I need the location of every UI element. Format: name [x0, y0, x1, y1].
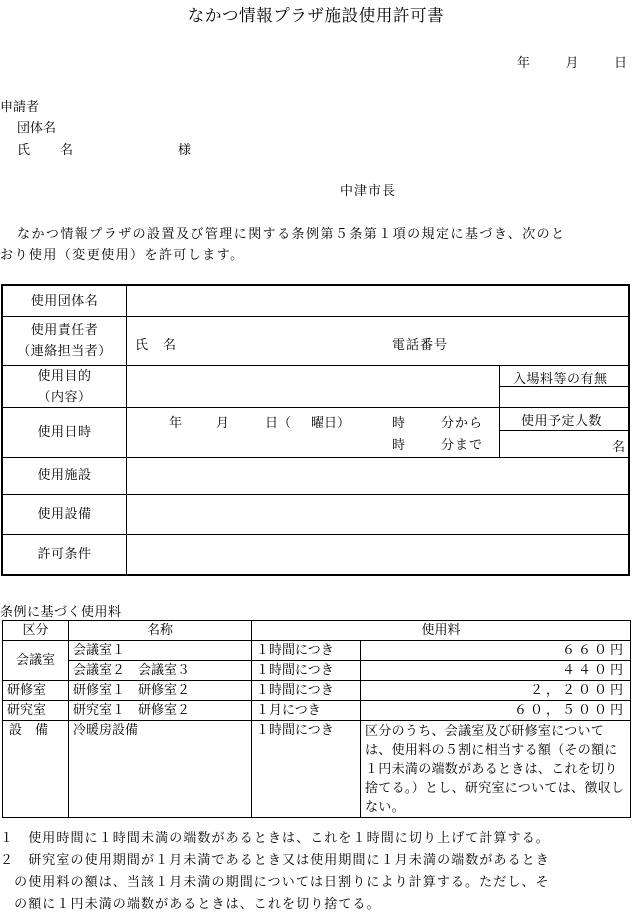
issue-date	[517, 52, 627, 71]
form-column-divider	[126, 286, 127, 574]
unit-training: １時間につき	[252, 681, 361, 701]
dt-day: 日（	[265, 416, 292, 431]
fee-meeting23: ４４０円	[361, 661, 631, 681]
note-2-line-3: の額に１円未満の端数があるときは、これを切り捨てる。	[0, 897, 381, 912]
label-purpose: 使用目的	[37, 369, 92, 384]
field-people-label: 使用予定人数	[521, 414, 603, 429]
page-title: なかつ情報プラザ施設使用許可書	[187, 6, 445, 25]
cat-training: 研修室	[3, 681, 69, 701]
applicant-org-label: 団体名	[17, 121, 57, 136]
note-1: １ 使用時間に１時間未満の端数があるときは、これを１時間に切り上げて計算する。	[0, 831, 550, 846]
date-day-label: 日	[613, 56, 627, 71]
label-org-name: 使用団体名	[30, 294, 99, 309]
note-2-line-2: の使用料の額は、当該１月未満の期間については日割りにより計算する。ただし、そ	[0, 875, 550, 890]
fees-table	[2, 620, 631, 818]
form-divider	[3, 494, 628, 495]
label-contact: （連絡担当者）	[17, 344, 112, 359]
form-divider	[3, 534, 628, 535]
form-divider	[126, 407, 628, 408]
cat-meeting: 会議室	[3, 641, 69, 681]
name-label-2: 名	[60, 143, 74, 158]
field-people-unit: 名	[612, 440, 626, 455]
table-row	[3, 721, 631, 818]
fees-title: 条例に基づく使用料	[0, 605, 122, 620]
label-purpose-content: （内容）	[37, 390, 92, 405]
header-fee: 使用料	[252, 621, 631, 641]
dt-to: 分まで	[441, 438, 484, 453]
table-row	[3, 681, 631, 701]
table-row	[3, 701, 631, 721]
name-research: 研究室１ 研修室２	[69, 701, 252, 721]
dt-hour-from: 時	[392, 416, 406, 431]
table-row	[3, 621, 631, 641]
dt-hour-to: 時	[392, 438, 406, 453]
field-name-label: 氏 名	[135, 338, 178, 353]
fee-training: ２，２００円	[361, 681, 631, 701]
unit-research: １月につき	[252, 701, 361, 721]
name-label-1: 氏	[17, 143, 31, 158]
label-datetime: 使用日時	[37, 425, 92, 440]
fee-meeting1: ６６０円	[361, 641, 631, 661]
name-training: 研修室１ 研修室２	[69, 681, 252, 701]
cat-equipment: 設 備	[3, 721, 69, 818]
permit-form	[1, 284, 630, 576]
header-name: 名称	[69, 621, 252, 641]
footnotes	[0, 828, 632, 916]
unit-equipment: １時間につき	[252, 721, 361, 818]
header-category: 区分	[3, 621, 69, 641]
form-divider	[3, 316, 628, 317]
applicant-honorific: 様	[178, 143, 192, 158]
form-divider	[3, 407, 126, 408]
label-equipment: 使用設備	[37, 507, 92, 522]
date-year-label: 年	[517, 56, 531, 71]
name-meeting1: 会議室１	[69, 641, 252, 661]
field-phone-label: 電話番号	[392, 338, 449, 353]
dt-from: 分から	[441, 416, 484, 431]
form-divider	[3, 365, 628, 366]
unit-meeting1: １時間につき	[252, 641, 361, 661]
name-meeting23: 会議室２ 会議室３	[69, 661, 252, 681]
unit-meeting23: １時間につき	[252, 661, 361, 681]
note-2-line-1: ２ 研究室の使用期間が１月未満であるとき又は使用期間に１月未満の端数があるとき	[0, 853, 550, 868]
form-divider	[499, 430, 628, 431]
label-responsible: 使用責任者	[30, 323, 99, 338]
label-conditions: 許可条件	[37, 547, 92, 562]
form-column-divider	[499, 365, 500, 457]
name-equipment: 冷暖房設備	[69, 721, 252, 818]
dt-weekday: 曜日）	[311, 416, 351, 431]
fee-research: ６０，５００円	[361, 701, 631, 721]
table-row	[3, 661, 631, 681]
intro-line-1: なかつ情報プラザの設置及び管理に関する条例第５条第１項の規定に基づき、次のと	[17, 227, 566, 242]
table-row	[3, 641, 631, 661]
fee-equipment-note: 区分のうち、会議室及び研修室については、使用料の５割に相当する額（その額に１円未満の端数があるときは、これを切り捨てる。）とし、研究室については、徴収しない。	[361, 721, 631, 818]
intro-line-2: おり使用（変更使用）を許可します。	[0, 248, 245, 263]
dt-year: 年	[169, 416, 183, 431]
field-admission-label: 入場料等の有無	[513, 372, 608, 387]
cat-research: 研究室	[3, 701, 69, 721]
issuer-name: 中津市長	[340, 184, 397, 199]
applicant-name-label	[17, 139, 73, 158]
date-month-label: 月	[565, 56, 579, 71]
form-divider	[3, 457, 628, 458]
applicant-label: 申請者	[0, 100, 40, 115]
dt-month: 月	[216, 416, 230, 431]
label-facility: 使用施設	[37, 468, 92, 483]
